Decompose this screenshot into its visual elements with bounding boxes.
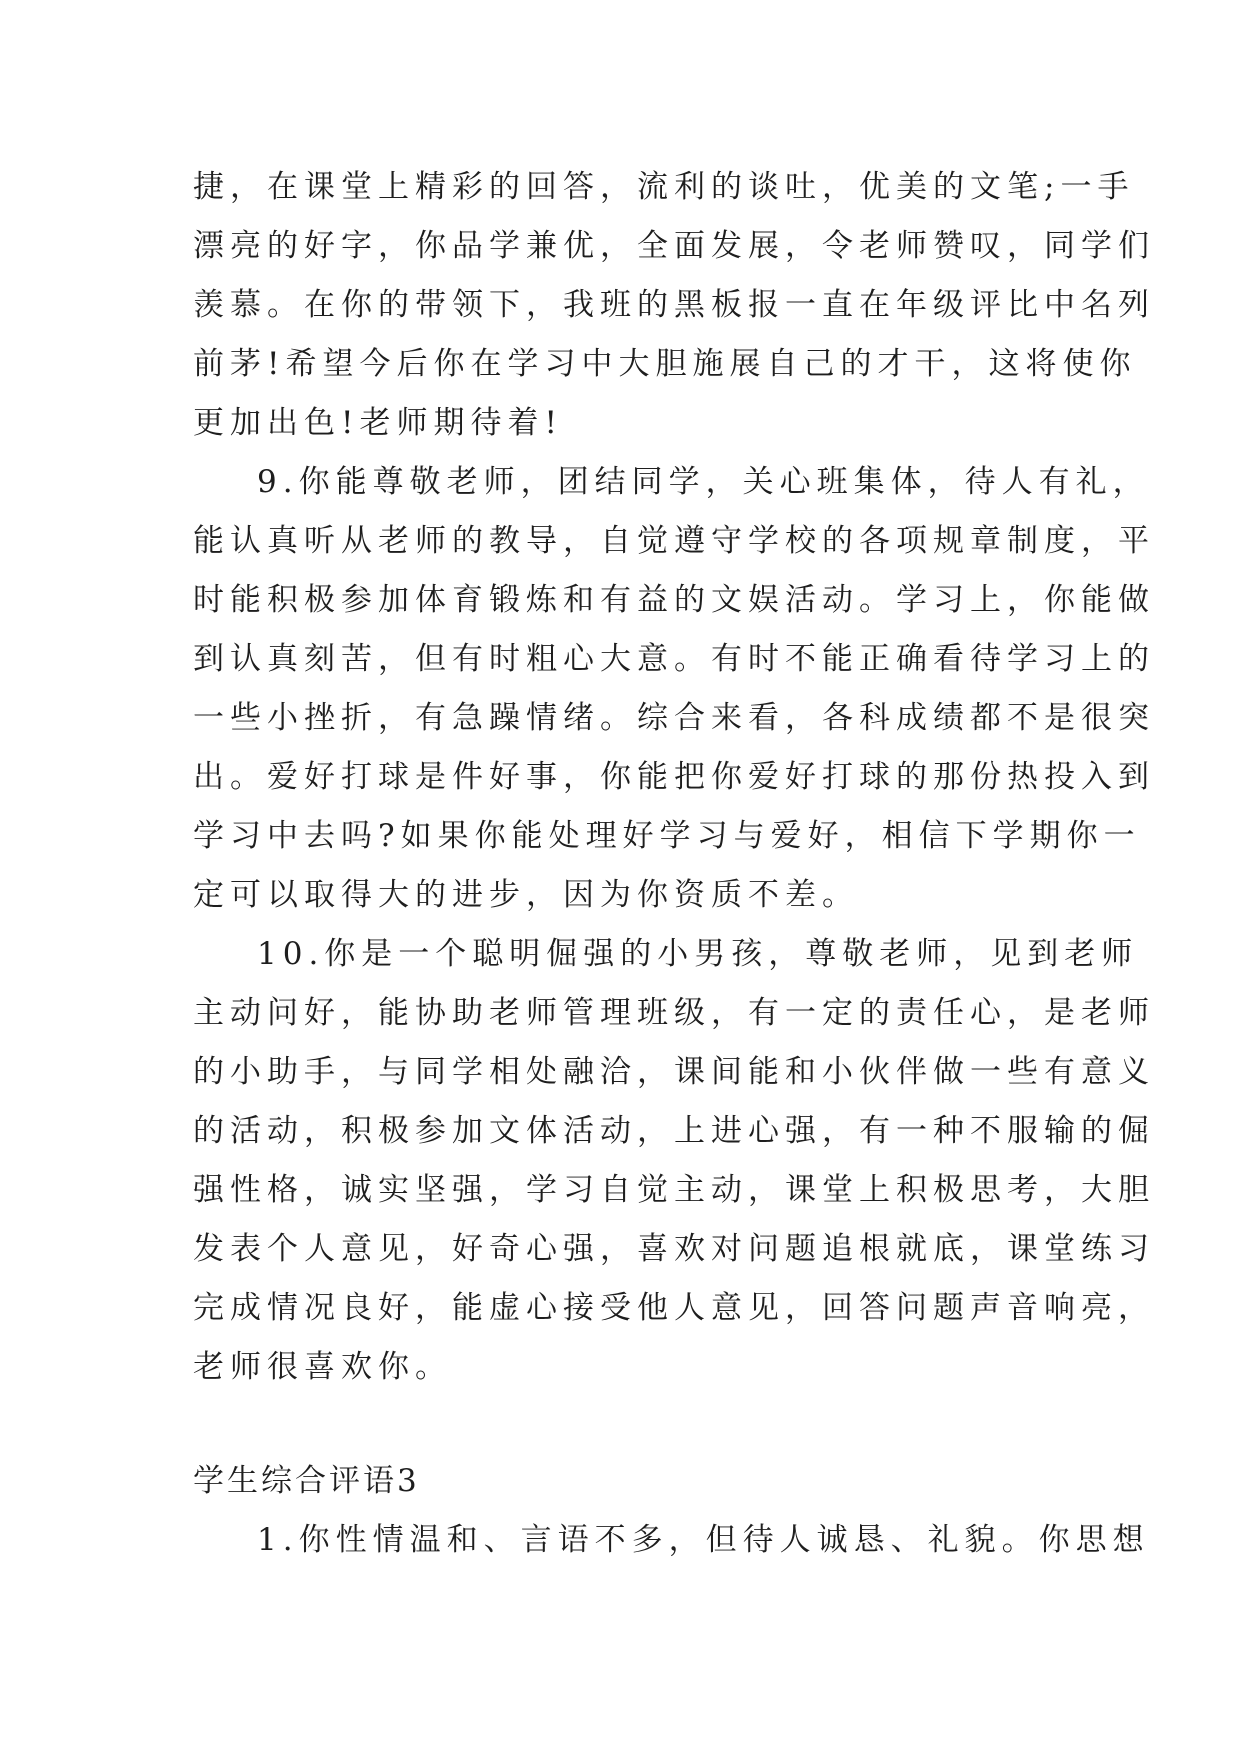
text-line: 1.你性情温和、言语不多，但待人诚恳、礼貌。你思想 xyxy=(257,1522,1150,1558)
text-line: 能认真听从老师的教导，自觉遵守学校的各项规章制度，平 xyxy=(193,523,1155,559)
text-line: 的小助手，与同学相处融洽，课间能和小伙伴做一些有意义 xyxy=(193,1054,1155,1090)
text-line: 发表个人意见，好奇心强，喜欢对问题追根就底，课堂练习 xyxy=(193,1231,1155,1267)
text-line: 9.你能尊敬老师，团结同学，关心班集体，待人有礼， xyxy=(257,464,1150,500)
text-line: 时能积极参加体育锻炼和有益的文娱活动。学习上，你能做 xyxy=(193,582,1155,618)
text-line: 到认真刻苦，但有时粗心大意。有时不能正确看待学习上的 xyxy=(193,641,1155,677)
section-comment-item-1 xyxy=(193,1511,1150,1570)
text-line: 羡慕。在你的带领下，我班的黑板报一直在年级评比中名列 xyxy=(193,287,1155,323)
text-line: 学习中去吗?如果你能处理好学习与爱好，相信下学期你一 xyxy=(193,818,1141,854)
section-spacer xyxy=(193,1397,1055,1452)
text-line: 前茅!希望今后你在学习中大胆施展自己的才干，这将使你 xyxy=(193,346,1137,382)
document-body xyxy=(193,158,1155,1570)
comment-item-9 xyxy=(193,453,1155,925)
comment-item-10 xyxy=(193,925,1155,1397)
text-line: 10.你是一个聪明倔强的小男孩，尊敬老师，见到老师 xyxy=(257,936,1139,972)
text-line: 一些小挫折，有急躁情绪。综合来看，各科成绩都不是很突 xyxy=(193,700,1155,736)
text-line: 捷，在课堂上精彩的回答，流利的谈吐，优美的文笔;一手 xyxy=(193,169,1135,205)
section-heading: 学生综合评语3 xyxy=(193,1463,420,1499)
text-line: 的活动，积极参加文体活动，上进心强，有一种不服输的倔 xyxy=(193,1113,1155,1149)
text-line: 老师很喜欢你。 xyxy=(193,1349,452,1385)
text-line: 强性格，诚实坚强，学习自觉主动，课堂上积极思考，大胆 xyxy=(193,1172,1155,1208)
text-line: 漂亮的好字，你品学兼优，全面发展，令老师赞叹，同学们 xyxy=(193,228,1155,264)
text-line: 完成情况良好，能虚心接受他人意见，回答问题声音响亮， xyxy=(193,1290,1155,1326)
paragraph-continued xyxy=(193,158,1155,453)
text-line: 定可以取得大的进步，因为你资质不差。 xyxy=(193,877,859,913)
text-line: 出。爱好打球是件好事，你能把你爱好打球的那份热投入到 xyxy=(193,759,1155,795)
text-line: 主动问好，能协助老师管理班级，有一定的责任心，是老师 xyxy=(193,995,1155,1031)
text-line: 更加出色!老师期待着! xyxy=(193,405,563,441)
